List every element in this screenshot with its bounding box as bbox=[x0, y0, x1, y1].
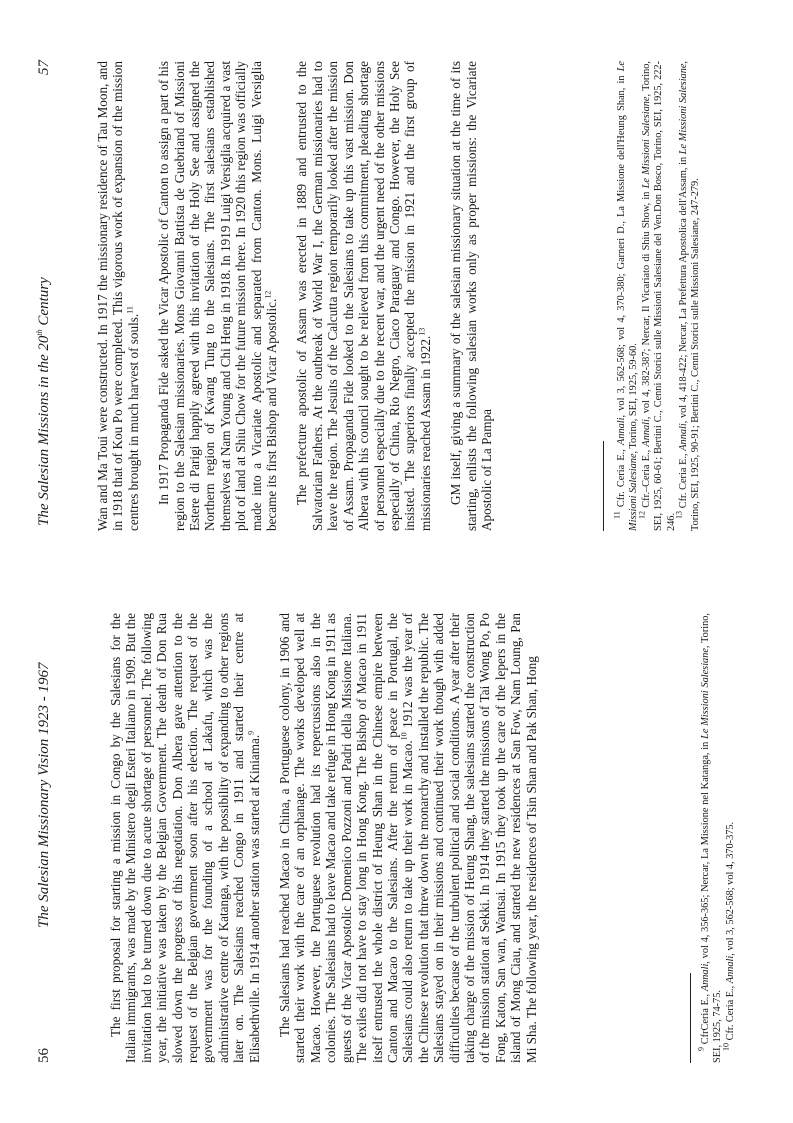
left-page bbox=[0, 561, 793, 1123]
body-text bbox=[95, 61, 494, 531]
paragraph: The Salesians had reached Macao in China, a Portuguese colony, in 1906 and started their work with the care of an orphanage. The works developed well at Macao. However, the Portuguese revolution had its repercussions also in the colonies. The Salesians had to leave Macao and take refuge in Hong Kong in 1911 as guests of the Vicar Apostolic Domenico Pozzoni and Padri della Missione Italiana. The exiles did not have to stay long in Hong Kong. The Bishop of Macao in 1911 itself entrusted the whole district of Heung Shan in the Chinese empire between Canton and Macao to the Salesians. After the return of peace in Portugal, the Salesians could also return to take up their work in Macao.$^{10}$ 1912 was the year of the Chinese revolution that threw down the monarchy and installed the republic. The Salesians stayed on in their missions and continued their work though with added difficulties because of the turbulent political and social conditions. A year after their taking charge of the mission of Heung Shang, the salesians started the construction of the mission station at Sekki. In 1914 they started the missions of Tai Wong Po, Po Fong, Katon, San wan, Wantsai. In 1915 they took up the care of the lepers in the island of Mong Ciau, and started the new residences at San Fow, Nam Loung, Pan Mi Sha. The following year, the residences of Tsin Shan and Pak Shan, Hong bbox=[277, 612, 539, 1063]
footnote-marker: 9 bbox=[246, 730, 256, 735]
footnote: $^9$ CfrCeria E., Annali, vol 4, 356-365; Nercar, La Missione nel Katanga, in Le Missioni Salesiane, Torino, SEI, 1925, 74-75. bbox=[696, 613, 724, 1063]
paragraph: The prefecture apostolic of Assam was erected in 1889 and entrusted to the Salvatorian Fathers. At the outbreak of World War I, the German missionaries had to leave the region. The Jesuits of the Calcutta region temporarily looked after the mission of Assam. Propaganda Fide looked to the Salesians to take up this vast mission. Don Albera with his council sought to be relieved from this commitment, pleading shortage of personnel especially due to the recent war, and the urgent need of the other missions especially of China, Rio Negro, Ciaco Paraguay and Congo. However, the Holy See insisted. The superiors finally accepted the mission in 1921 and the first group of missionaries reached Assam in 1922.13 bbox=[294, 61, 433, 531]
paragraph: In 1917 Propaganda Fide asked the Vicar Apostolic of Canton to assign a part of his region to the Salesian missionaries. Mons Giovanni Battista de Guebriand of Missioni Estere di Parigi happily agreed with this invitation of the Holy See and assigned the Northern region of Kwang Tung to the Salesians. The first salesians established themselves at Nam Young and Chi Heng in 1918. In 1919 Luigi Versiglia acquired a vast plot of land at Shiu Chow for the future mission there. In 1920 this region was officially made into a Vicariate Apostolic and separated from Canton. Mons. Luigi Versiglia became its first Bishop and Vicar Apostolic.$^{12}$ bbox=[156, 61, 280, 531]
paragraph: The first proposal for starting a mission in Congo by the Salesians for the Italian immigrants, was made by the Ministero degli Esteri Italiano in 1909. But the invitation had to be turned down due to acute shortage of personnel. The following year, the initiative was taken by the Belgian Government. The death of Don Rua slowed down the progress of this negotiation. Don Albera gave attention to the request of the Belgian government soon after his election. The request of the government was for the founding of a school at Lakafu, which was the administrative centre of Katanga, with the possibility of expanding to other regions later on. The Salesians reached Congo in 1911 and started their centre at Elisabethville. In 1914 another station was started at Kiniama.$^9$ bbox=[108, 613, 262, 1063]
page-number: 57 bbox=[36, 60, 52, 75]
footnote-marker: 11 bbox=[125, 306, 135, 314]
paragraph: GM itself, giving a summary of the salesian missionary situation at the time of its starting, enlists the following salesian works only as proper missions: the Vicariate Apostolic of La Pampa bbox=[448, 61, 494, 531]
footnote-divider bbox=[690, 973, 691, 1063]
right-page bbox=[0, 0, 793, 561]
body-text bbox=[108, 613, 539, 1063]
footnote-marker: 13 bbox=[417, 327, 427, 336]
running-header: The Salesian Missions in the 20th Century bbox=[35, 277, 52, 526]
footnote: $^{10}$ Cfr. Ceria E., Annali, vol 3, 562-568; vol 4, 370-375. bbox=[721, 821, 736, 1051]
footnote-marker: 10 bbox=[399, 732, 409, 741]
paragraph: Wan and Ma Toui were constructed. In 1917 the missionary residence of Tau Moon, and in 1918 that of Kou Po were completed. This vigorous work of expansion of the mission centres brought in much harvest of souls.$^{11}$ bbox=[95, 61, 141, 531]
footnote-marker: 12 bbox=[263, 290, 273, 299]
footnotes bbox=[696, 613, 737, 1063]
page-number: 56 bbox=[36, 1048, 52, 1063]
footnotes bbox=[612, 60, 703, 531]
running-header: The Salesian Missionary Vision 1923 - 1967 bbox=[36, 662, 52, 928]
footnote: $^{11}$ Cfr. Ceria E., Annali, vol 3, 562-568; vol 4, 370-380; Garneri D., La Missione dell'Heung Shan, in Le Missioni Salesiane, Torino, SEI, 1925, 59-60. bbox=[612, 60, 640, 531]
footnote-divider bbox=[603, 441, 604, 531]
footnote: $^{12}$ Cfr.–Ceria E., Annali, vol 4, 382-387; Nercar, Il Vicariato di Shiu Show, in Le Missioni Salesiane, Torino, SEI, 1925, 60-61; Bertini C., Cenni Storici sulle Missioni Salesiane del Ven.Don Bosco, Torino, SEI, 1925, 222-246. bbox=[637, 60, 677, 531]
footnote: $^{13}$ Cfr. Ceria E., Annali, vol 4, 418-422; Nercar, La Prefettura Apostolica dell'Assam, in Le Missioni Salesiane, Torino, SEI, 1925, 90-91; Bertini C., Cenni Storici sulle Missioni Salesiane, 247-279. bbox=[674, 61, 702, 531]
